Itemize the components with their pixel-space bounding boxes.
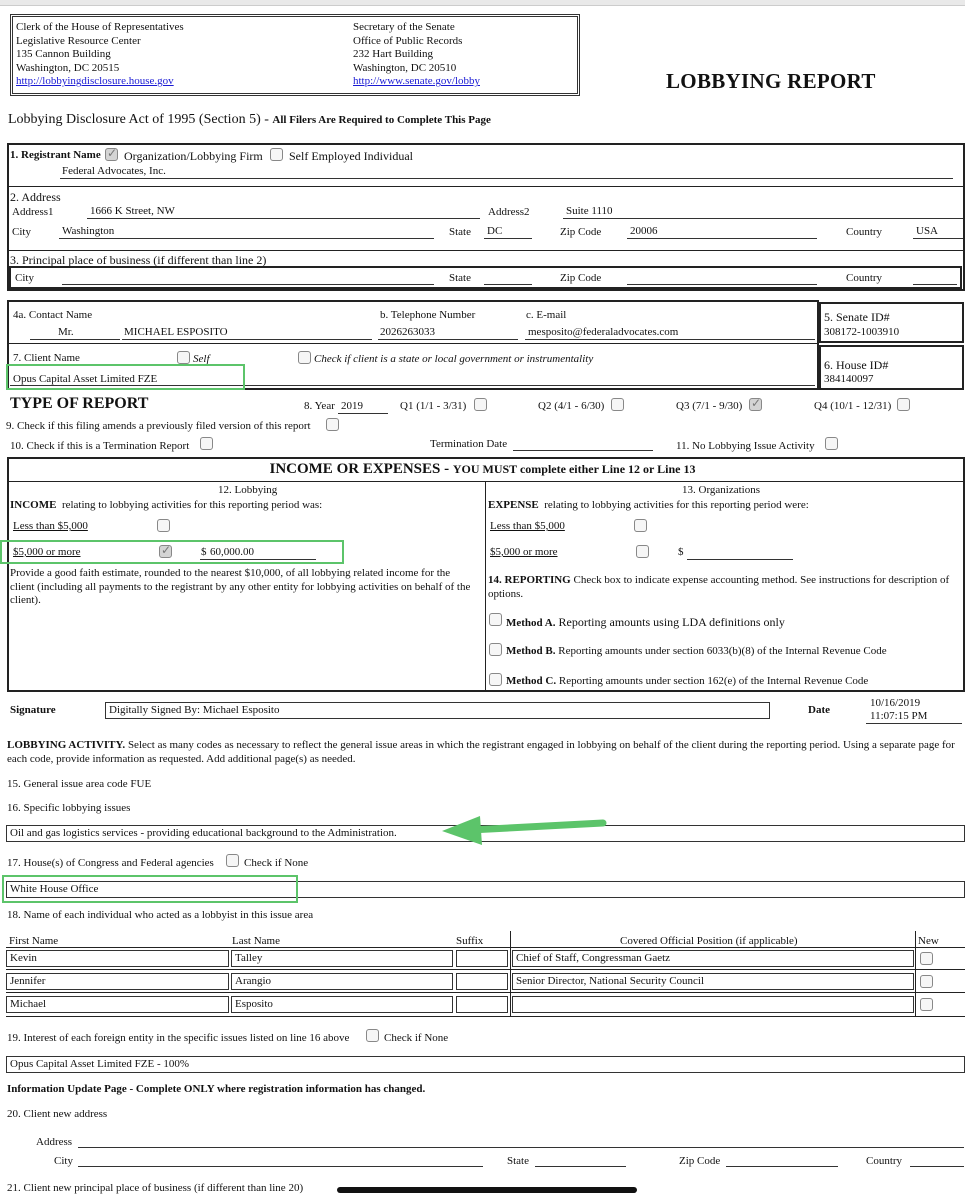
col-first-name: First Name: [9, 935, 59, 947]
method-c-line: Method C. Reporting amounts under section 162(e) of the Internal Revenue Code: [506, 675, 869, 687]
house-lobbying-link[interactable]: http://lobbyingdisclosure.house.gov: [16, 75, 174, 88]
principal-label: 3. Principal place of business (if different than line 2): [10, 253, 267, 267]
client-self-label: Self: [193, 353, 210, 365]
reporting-note: 14. REPORTING Check box to indicate expense accounting method. See instructions for description of options.: [488, 574, 950, 600]
issue-code: 15. General issue area code FUE: [7, 778, 152, 790]
org-label: Organization/Lobbying Firm: [124, 149, 263, 163]
col-suffix: Suffix: [456, 935, 484, 947]
house-clerk-address: Clerk of the House of Representatives Legislative Resource Center 135 Cannon Building Washington, DC 20515 http://lobbyingdisclosure.house.gov: [16, 21, 184, 88]
organizations-heading: 13. Organizations: [682, 484, 761, 496]
table-rule: [6, 1016, 965, 1017]
self-employed-label: Self Employed Individual: [289, 149, 413, 163]
address2-label: Address2: [488, 206, 530, 218]
email-value: mesposito@federaladvocates.com: [528, 326, 679, 338]
income-less-label: Less than $5,000: [13, 520, 88, 532]
update-address-label: Address: [36, 1136, 73, 1148]
lobbyists-label: 18. Name of each individual who acted as a lobbyist in this issue area: [7, 909, 314, 921]
principal-city-underline: [62, 284, 434, 285]
city-value: Washington: [62, 225, 115, 237]
country-underline: [913, 238, 963, 239]
year-underline: [338, 413, 388, 414]
contact-underline: [122, 339, 372, 340]
method-a-checkbox[interactable]: [489, 613, 502, 626]
date-value: 10/16/2019: [870, 697, 921, 709]
senate-lobby-link[interactable]: http://www.senate.gov/lobby: [353, 75, 480, 88]
divider: [8, 250, 964, 251]
principal-zip-label: Zip Code: [560, 272, 602, 284]
lobbyist-position[interactable]: Chief of Staff, Congressman Gaetz: [512, 950, 914, 967]
foreign-label: 19. Interest of each foreign entity in the specific issues listed on line 16 above: [7, 1032, 350, 1044]
expense-less-checkbox[interactable]: [634, 519, 647, 532]
phone-label: b. Telephone Number: [380, 309, 476, 321]
income-expenses-heading: INCOME OR EXPENSES - YOU MUST complete either Line 12 or Line 13: [269, 461, 696, 477]
client-gov-checkbox[interactable]: [298, 351, 311, 364]
income-more-label: $5,000 or more: [13, 546, 81, 558]
city-label: City: [12, 226, 31, 238]
houses-highlight: [2, 875, 298, 903]
address1-label: Address1: [12, 206, 54, 218]
registrant-underline: [60, 178, 953, 179]
top-toolbar-strip: [0, 0, 965, 6]
update-city-label: City: [54, 1155, 73, 1167]
phone-underline: [378, 339, 518, 340]
divider: [485, 482, 486, 690]
lobbying-heading: 12. Lobbying: [218, 484, 278, 496]
update-city-underline: [78, 1166, 483, 1167]
client-label: 7. Client Name: [13, 352, 80, 364]
arrow-icon: [440, 814, 610, 846]
method-b-line: Method B. Reporting amounts under section 6033(b)(8) of the Internal Revenue Code: [506, 645, 887, 657]
lobbyist-suffix[interactable]: [456, 950, 508, 967]
zip-value: 20006: [630, 225, 658, 237]
principal-state-label: State: [449, 272, 471, 284]
method-c-checkbox[interactable]: [489, 673, 502, 686]
col-position: Covered Official Position (if applicable): [620, 935, 798, 947]
income-less-checkbox[interactable]: [157, 519, 170, 532]
q2-label: Q2 (4/1 - 6/30): [538, 400, 605, 412]
q4-checkbox[interactable]: [897, 398, 910, 411]
expense-amount-underline: [687, 559, 793, 560]
q4-label: Q4 (10/1 - 12/31): [814, 400, 892, 412]
income-dollar: $: [201, 546, 207, 558]
city-underline: [59, 238, 434, 239]
table-rule: [6, 969, 965, 970]
table-rule: [915, 931, 916, 1017]
update-zip-underline: [726, 1166, 838, 1167]
client-self-checkbox[interactable]: [177, 351, 190, 364]
phone-value: 2026263033: [380, 326, 435, 338]
lobbyist-position[interactable]: Senior Director, National Security Council: [512, 973, 914, 990]
lobbyist-last[interactable]: Esposito: [231, 996, 453, 1013]
house-id-label: 6. House ID#: [824, 358, 889, 372]
self-employed-checkbox[interactable]: [270, 148, 283, 161]
home-indicator[interactable]: [337, 1187, 637, 1193]
country-value: USA: [916, 225, 939, 237]
update-state-label: State: [507, 1155, 529, 1167]
new-address-label: 20. Client new address: [7, 1108, 108, 1120]
lobbyist-suffix[interactable]: [456, 996, 508, 1013]
lobbyist-suffix[interactable]: [456, 973, 508, 990]
lobbyist-last[interactable]: Arangio: [231, 973, 453, 990]
lobbyist-first[interactable]: Michael: [6, 996, 229, 1013]
country-label: Country: [846, 226, 883, 238]
method-a-line: Method A. Reporting amounts using LDA definitions only: [506, 615, 785, 629]
table-rule: [6, 947, 965, 948]
q1-checkbox[interactable]: [474, 398, 487, 411]
col-new: New: [918, 935, 939, 947]
q3-checkbox[interactable]: [749, 398, 762, 411]
no-activity-checkbox[interactable]: [825, 437, 838, 450]
update-address-underline: [78, 1147, 964, 1148]
state-label: State: [449, 226, 471, 238]
expense-dollar: $: [678, 546, 684, 558]
lobbyist-first[interactable]: Kevin: [6, 950, 229, 967]
table-rule: [6, 992, 965, 993]
date-label: Date: [808, 704, 830, 716]
signature-label: Signature: [10, 704, 56, 716]
lobbyist-new-checkbox[interactable]: [920, 975, 933, 988]
update-state-underline: [535, 1166, 626, 1167]
principal-zip-underline: [627, 284, 817, 285]
q2-checkbox[interactable]: [611, 398, 624, 411]
expense-line: EXPENSE relating to lobbying activities for this reporting period were:: [488, 499, 809, 511]
email-underline: [525, 339, 815, 340]
divider: [8, 481, 964, 482]
expense-less-label: Less than $5,000: [490, 520, 565, 532]
income-line: INCOME relating to lobbying activities for this reporting period was:: [10, 499, 323, 511]
q3-label: Q3 (7/1 - 9/30): [676, 400, 743, 412]
address1-value: 1666 K Street, NW: [90, 205, 175, 217]
table-rule: [510, 931, 511, 1017]
signature-field[interactable]: Digitally Signed By: Michael Esposito: [105, 702, 770, 719]
foreign-none-label: Check if None: [384, 1032, 449, 1044]
org-checkbox[interactable]: [105, 148, 118, 161]
principal-country-label: Country: [846, 272, 883, 284]
header-addresses: [10, 14, 580, 96]
amend-checkbox[interactable]: [326, 418, 339, 431]
method-b-checkbox[interactable]: [489, 643, 502, 656]
houses-none-checkbox[interactable]: [226, 854, 239, 867]
houses-label: 17. House(s) of Congress and Federal agencies: [7, 857, 214, 869]
expense-more-label: $5,000 or more: [490, 546, 558, 558]
year-value: 2019: [341, 400, 363, 412]
contact-label: 4a. Contact Name: [13, 309, 93, 321]
update-country-label: Country: [866, 1155, 903, 1167]
specific-issues-label: 16. Specific lobbying issues: [7, 802, 131, 814]
page-title: LOBBYING REPORT: [666, 69, 876, 93]
type-of-report-heading: TYPE OF REPORT: [10, 395, 149, 412]
houses-field[interactable]: White House Office: [6, 881, 965, 898]
registrant-label: 1. Registrant Name: [10, 149, 101, 161]
act-line: Lobbying Disclosure Act of 1995 (Section 5) - All Filers Are Required to Complete This Page: [8, 112, 491, 127]
termination-checkbox[interactable]: [200, 437, 213, 450]
state-underline: [484, 238, 532, 239]
principal-country-underline: [913, 284, 957, 285]
zip-label: Zip Code: [560, 226, 602, 238]
lobbyist-new-checkbox[interactable]: [920, 952, 933, 965]
time-value: 11:07:15 PM: [870, 710, 928, 722]
address1-underline: [87, 218, 480, 219]
principal-row: [9, 266, 962, 289]
client-highlight: [6, 364, 245, 390]
update-heading: Information Update Page - Complete ONLY where registration information has changed.: [7, 1083, 426, 1095]
lobbyist-first[interactable]: Jennifer: [6, 973, 229, 990]
address2-underline: [563, 218, 963, 219]
senate-secretary-address: Secretary of the Senate Office of Public Records 232 Hart Building Washington, DC 20510 http://www.senate.gov/lobby: [353, 21, 480, 88]
registrant-name: Federal Advocates, Inc.: [62, 165, 166, 177]
new-principal-label: 21. Client new principal place of business (if different than line 20): [7, 1182, 304, 1194]
estimate-note: Provide a good faith estimate, rounded to the nearest $10,000, of all lobbying related income for the client (including all payments to the registrant by any other entity for lobbying activities on behalf of the client).: [10, 567, 471, 606]
income-highlight: [0, 540, 344, 564]
lobbyist-last[interactable]: Talley: [231, 950, 453, 967]
activity-intro: LOBBYING ACTIVITY. Select as many codes as necessary to reflect the general issue areas in which the registrant engaged in lobbying on behalf of the client during the reporting period. Using a separate page for each code, provide information as requested. Add additional page(s) as needed.: [7, 739, 955, 765]
lobbyist-position[interactable]: [512, 996, 914, 1013]
year-label: 8. Year: [304, 400, 335, 412]
houses-none-label: Check if None: [244, 857, 309, 869]
house-id-value: 384140097: [824, 373, 874, 385]
termination-date-label: Termination Date: [430, 438, 508, 450]
termination-label: 10. Check if this is a Termination Report: [10, 440, 190, 452]
address-label: 2. Address: [10, 190, 61, 204]
no-activity-label: 11. No Lobbying Issue Activity: [676, 440, 815, 452]
update-zip-label: Zip Code: [679, 1155, 721, 1167]
amend-label: 9. Check if this filing amends a previously filed version of this report: [6, 420, 311, 432]
divider: [8, 186, 964, 187]
state-value: DC: [487, 225, 503, 237]
prefix-underline: [30, 339, 120, 340]
client-name: Opus Capital Asset Limited FZE: [13, 373, 158, 385]
income-amount: 60,000.00: [210, 546, 254, 558]
contact-prefix: Mr.: [58, 326, 74, 338]
client-gov-label: Check if client is a state or local government or instrumentality: [314, 353, 594, 365]
zip-underline: [627, 238, 817, 239]
principal-state-underline: [484, 284, 532, 285]
email-label: c. E-mail: [526, 309, 567, 321]
termination-date-underline: [513, 450, 653, 451]
date-underline: [866, 723, 962, 724]
foreign-none-checkbox[interactable]: [366, 1029, 379, 1042]
senate-id-value: 308172-1003910: [824, 326, 900, 338]
expense-more-checkbox[interactable]: [636, 545, 649, 558]
col-last-name: Last Name: [232, 935, 280, 947]
q1-label: Q1 (1/1 - 3/31): [400, 400, 467, 412]
specific-issues-field[interactable]: Oil and gas logistics services - providing educational background to the Administration.: [6, 825, 965, 842]
address2-value: Suite 1110: [566, 205, 613, 217]
lobbyist-new-checkbox[interactable]: [920, 998, 933, 1011]
principal-city-label: City: [15, 272, 34, 284]
foreign-field[interactable]: Opus Capital Asset Limited FZE - 100%: [6, 1056, 965, 1073]
update-country-underline: [910, 1166, 964, 1167]
contact-name: MICHAEL ESPOSITO: [124, 326, 228, 338]
divider: [8, 343, 818, 344]
senate-id-label: 5. Senate ID#: [824, 310, 890, 324]
